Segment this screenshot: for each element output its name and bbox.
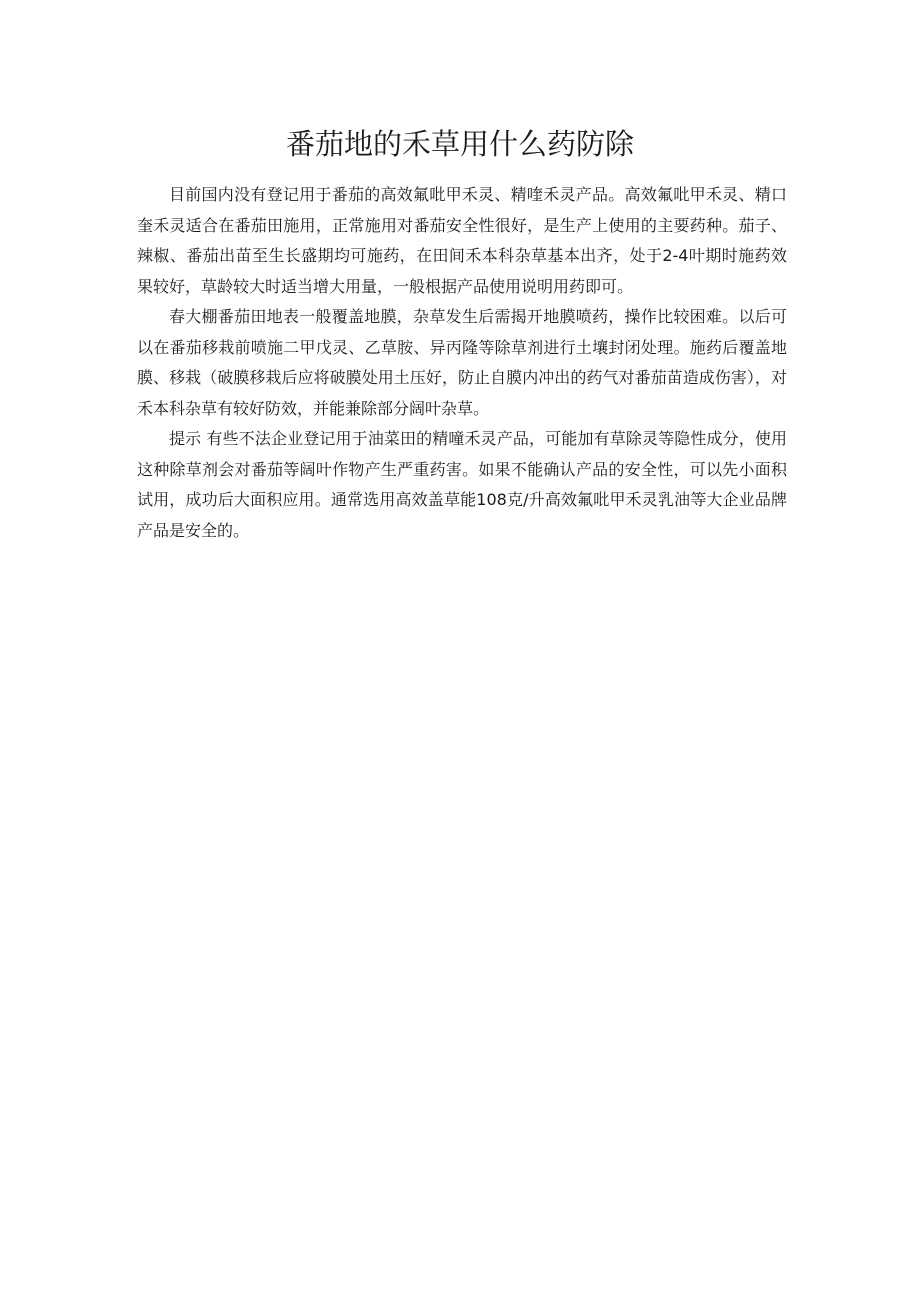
- page-title: 番茄地的禾草用什么药防除: [285, 127, 634, 161]
- document-body: [137, 180, 787, 546]
- paragraph: 春大棚番茄田地表一般覆盖地膜，杂草发生后需揭开地膜喷药，操作比较困难。以后可以在番茄移栽前喷施二甲戊灵、乙草胺、异丙隆等除草剂进行土壤封闭处理。施药后覆盖地膜、移栽（破膜移栽后应将破膜处用土压好，防止自膜内冲出的药气对番茄苗造成伤害），对禾本科杂草有较好防效，并能兼除部分阔叶杂草。: [137, 307, 787, 418]
- paragraph: 目前国内没有登记用于番茄的高效氟吡甲禾灵、精喹禾灵产品。高效氟吡甲禾灵、精口奎禾灵适合在番茄田施用，正常施用对番茄安全性很好，是生产上使用的主要药种。茄子、辣椒、番茄出苗至生长盛期均可施药，在田间禾本科杂草基本出齐，处于2-4叶期时施药效果较好，草龄较大时适当增大用量，一般根据产品使用说明用药即可。: [137, 185, 787, 296]
- paragraph: 提示 有些不法企业登记用于油菜田的精噇禾灵产品，可能加有草除灵等隐性成分，使用这种除草剂会对番茄等阔叶作物产生严重药害。如果不能确认产品的安全性，可以先小面积试用，成功后大面积应用。通常选用高效盖草能108克/升高效氟吡甲禾灵乳油等大企业品牌产品是安全的。: [137, 429, 787, 540]
